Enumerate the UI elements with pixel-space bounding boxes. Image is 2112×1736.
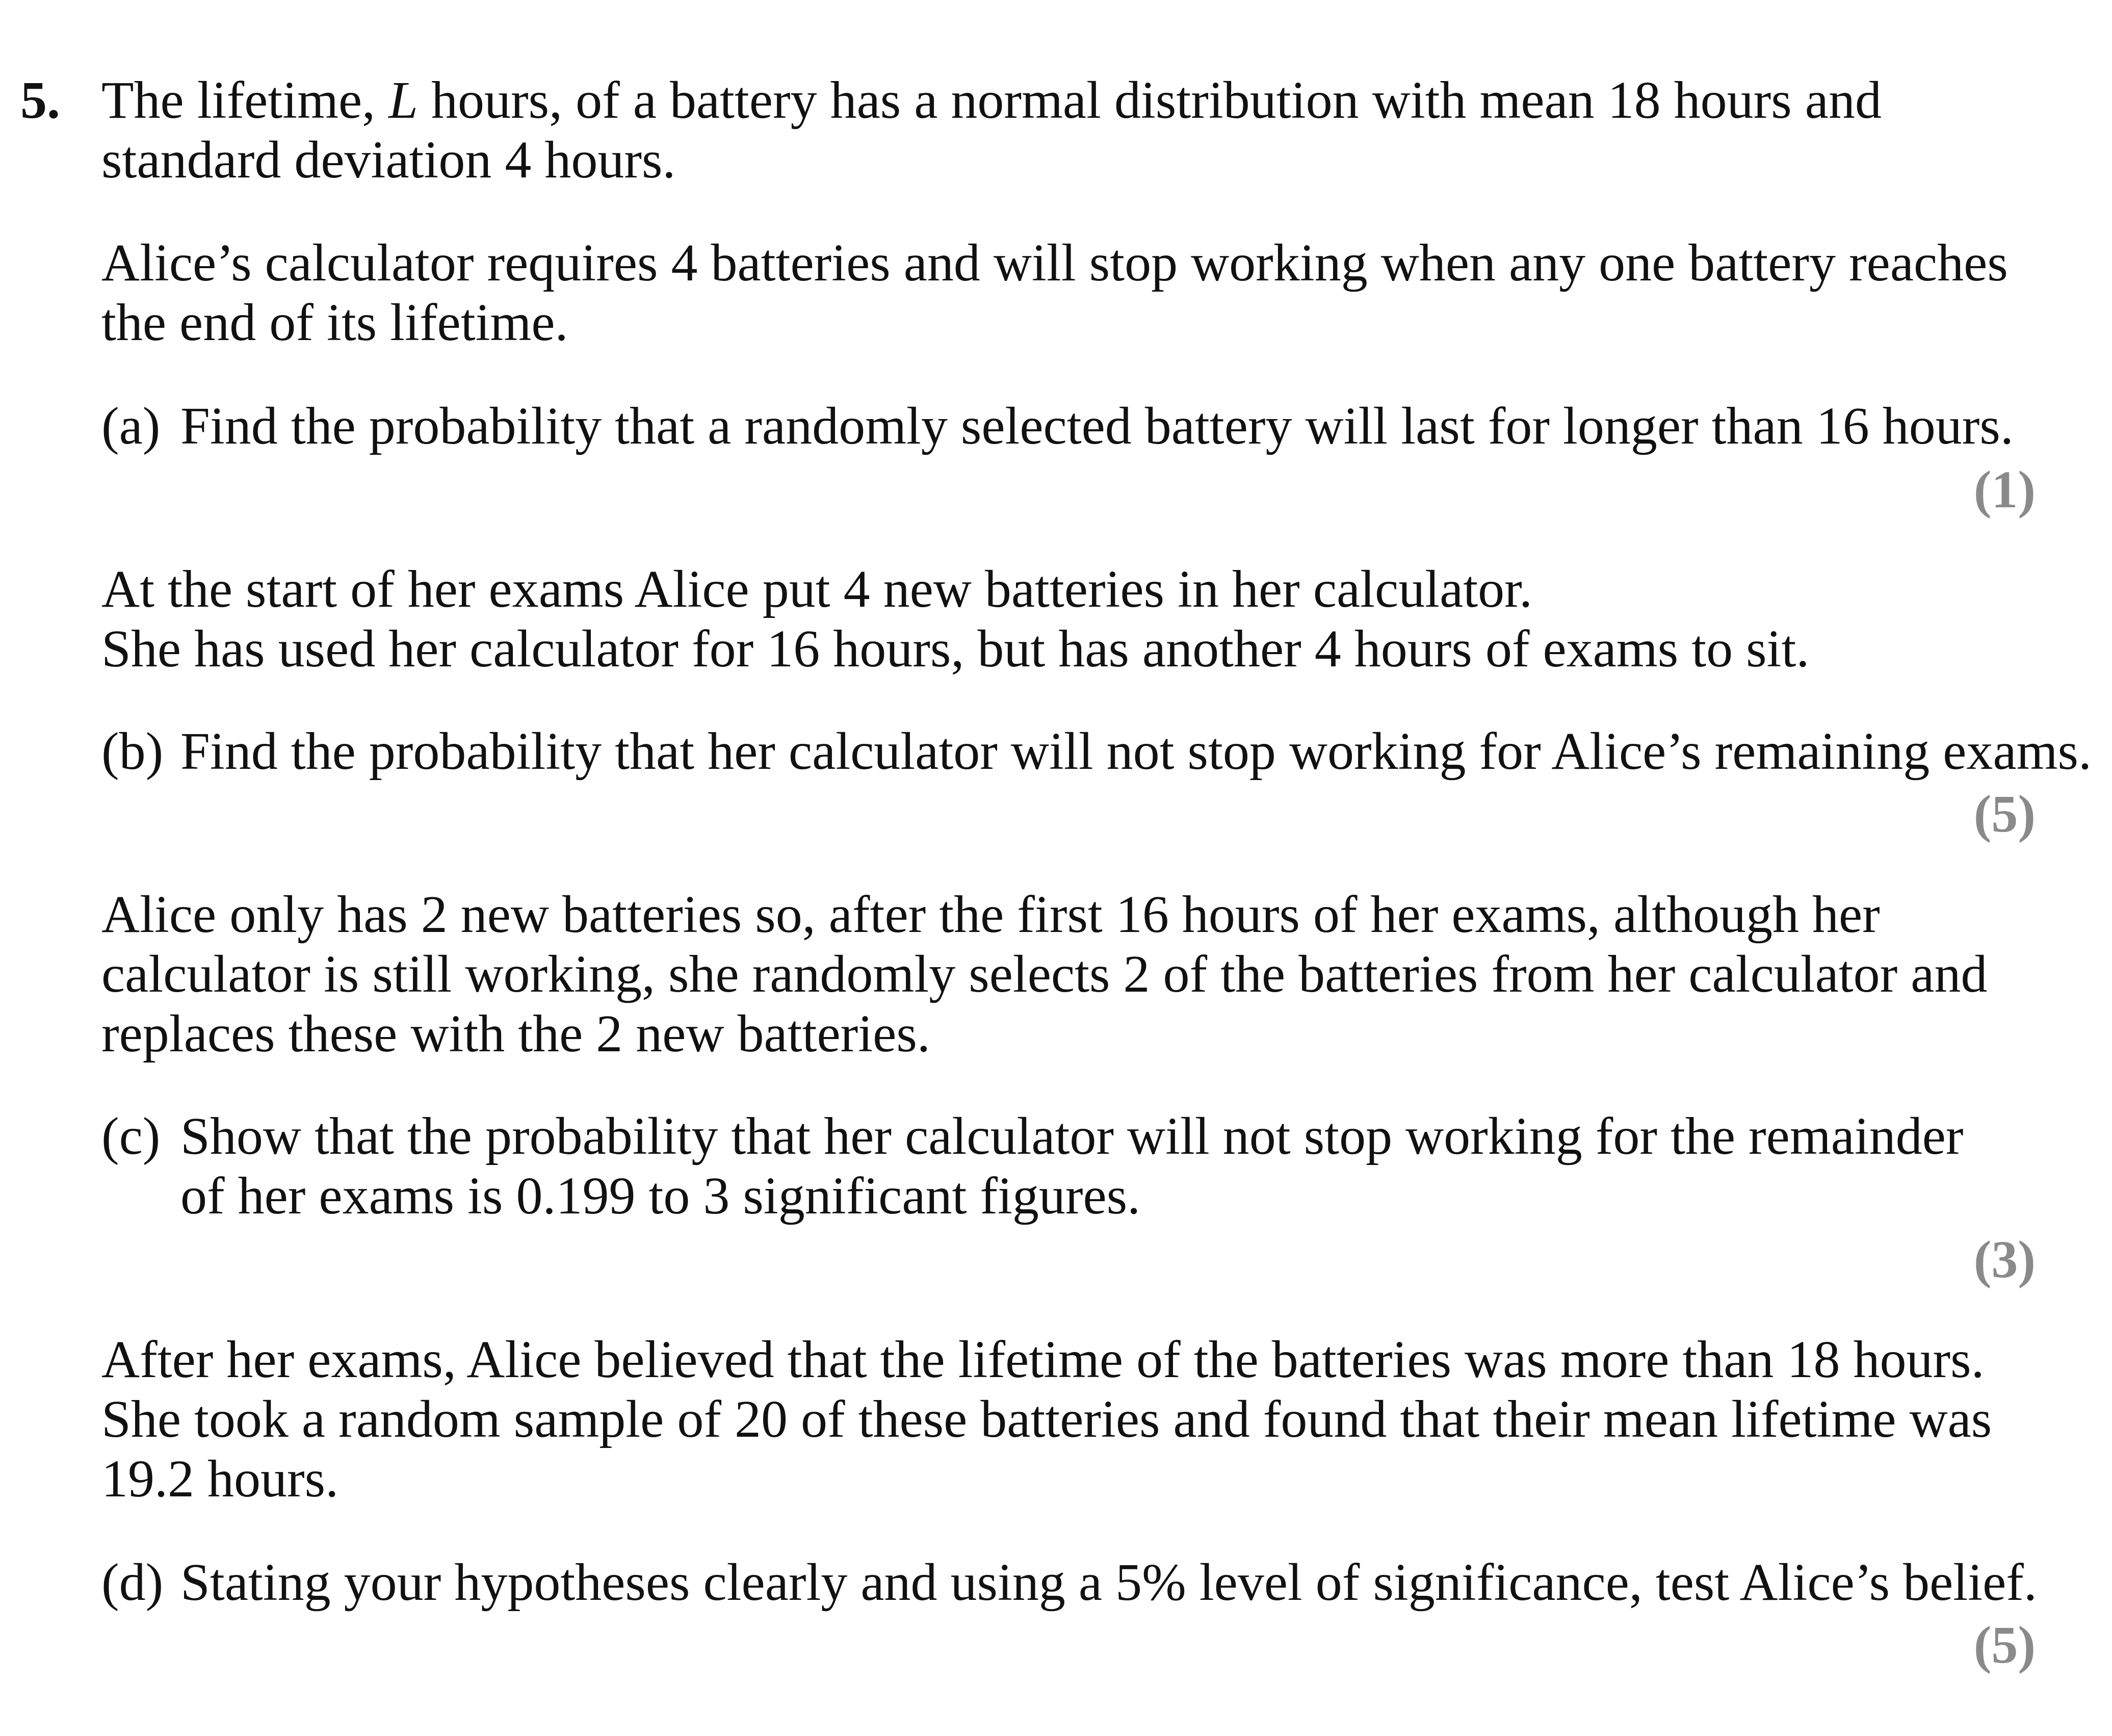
context1-line-1: Alice’s calculator requires 4 batteries and will stop working when any one battery reaches [101, 234, 2008, 292]
part-b-line-1: Find the probability that her calculator will not stop working for Alice’s remaining exams. [180, 722, 2092, 781]
context3-line-3: replaces these with the 2 new batteries. [101, 1004, 930, 1063]
context1-line-2: the end of its lifetime. [101, 293, 568, 352]
part-c-label: (c) [101, 1107, 161, 1165]
context4-line-1: After her exams, Alice believed that the lifetime of the batteries was more than 18 hours. [101, 1330, 1985, 1389]
part-b-marks: (5) [1973, 785, 2036, 843]
context2-line-1: At the start of her exams Alice put 4 new batteries in her calculator. [101, 560, 1533, 618]
question-number: 5. [20, 71, 60, 129]
part-c-marks: (3) [1973, 1230, 2036, 1289]
intro-line-1: The lifetime, L hours, of a battery has a normal distribution with mean 18 hours and [101, 71, 1882, 129]
part-c-line-2: of her exams is 0.199 to 3 significant figures. [180, 1167, 1141, 1225]
part-d-label: (d) [101, 1553, 164, 1612]
context4-line-2: She took a random sample of 20 of these batteries and found that their mean lifetime was [101, 1390, 1992, 1448]
context-paragraph-3 [101, 885, 1987, 1064]
context4-line-3: 19.2 hours. [101, 1449, 339, 1508]
context3-line-2: calculator is still working, she randomly selects 2 of the batteries from her calculator and [101, 945, 1988, 1003]
context2-line-2: She has used her calculator for 16 hours, but has another 4 hours of exams to sit. [101, 619, 1810, 678]
part-d-text [180, 1552, 2037, 1612]
part-d-line-1: Stating your hypotheses clearly and using a 5% level of significance, test Alice’s belief. [180, 1553, 2037, 1612]
part-c-line-1: Show that the probability that her calculator will not stop working for the remainder [180, 1107, 1964, 1165]
part-a-label: (a) [101, 397, 161, 455]
variable-l: L [388, 71, 418, 129]
part-a-text [180, 396, 2014, 456]
context-paragraph-1 [101, 233, 2008, 352]
intro-line-2: standard deviation 4 hours. [101, 131, 676, 189]
part-b-text [180, 721, 2092, 781]
question-intro [101, 70, 1882, 190]
context-paragraph-2 [101, 559, 1809, 679]
part-b-label: (b) [101, 722, 164, 781]
part-a-line-1: Find the probability that a randomly selected battery will last for longer than 16 hours. [180, 397, 2014, 455]
part-d-marks: (5) [1973, 1616, 2036, 1674]
part-c-text [180, 1106, 1964, 1226]
context3-line-1: Alice only has 2 new batteries so, after the first 16 hours of her exams, although her [101, 885, 1880, 944]
context-paragraph-4 [101, 1330, 1992, 1509]
part-a-marks: (1) [1973, 460, 2036, 519]
